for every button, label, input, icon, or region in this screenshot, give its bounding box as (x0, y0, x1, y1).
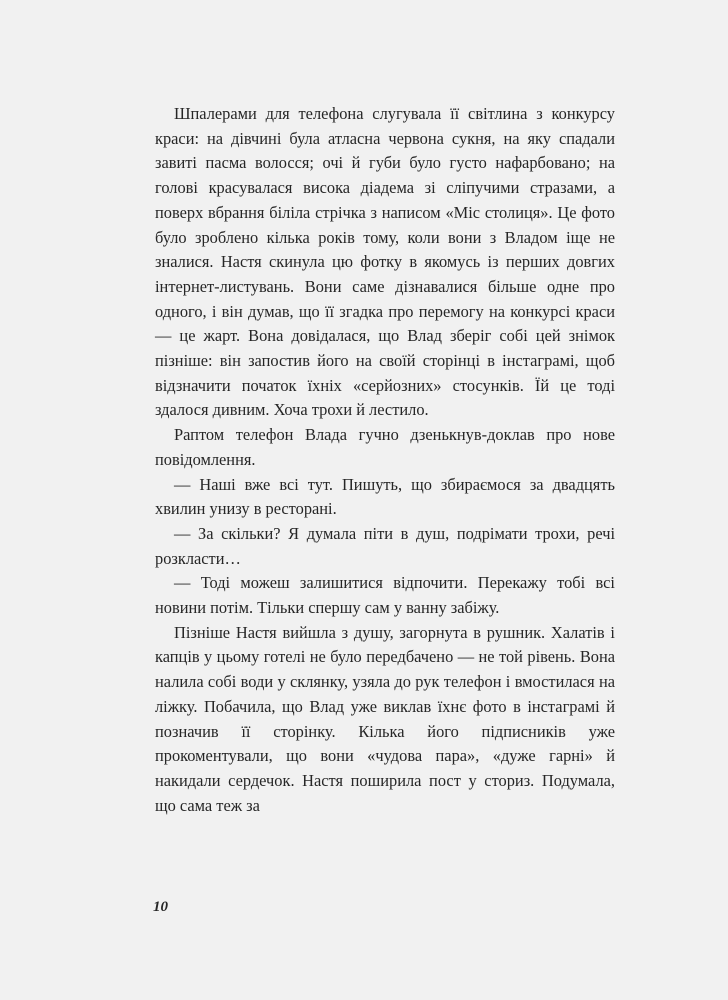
book-page-text (155, 102, 615, 818)
paragraph-6: Пізніше Настя вийшла з душу, загорнута в рушник. Халатів і капців у цьому готелі не було передбачено — не той рівень. Вона налила собі води у склянку, узяла до рук телефон і вмостилася на ліжку. Побачила, що Влад уже виклав їхнє фото в інстаграмі й позначив її сторінку. Кілька його підписників уже прокоментували, що вони «чудова пара», «дуже гарні» й накидали сердечок. Настя поширила пост у сториз. Подумала, що сама теж за (155, 622, 615, 815)
paragraph-3: — Наші вже всі тут. Пишуть, що збираємося за двадцять хвилин унизу в ресторані. (155, 474, 615, 519)
paragraph-4: — За скільки? Я думала піти в душ, подрімати трохи, речі розкласти… (155, 523, 615, 568)
page-number: 10 (153, 899, 168, 915)
paragraph-2: Раптом телефон Влада гучно дзенькнув-доклав про нове повідомлення. (155, 425, 615, 469)
paragraph-1: Шпалерами для телефона слугувала її світлина з конкурсу краси: на дівчині була атласна червона сукня, на яку спадали завиті пасма волосся; очі й губи було густо нафарбовано; на голові красувалася висока діадема зі сліпучими стразами, а поверх вбрання біліла стрічка з написом «Міс столиця». Це фото було зроблено кілька років тому, коли вони з Владом іще не зналися. Настя скинула цю фотку в якомусь із перших довгих інтернет-листувань. Вони саме дізнавалися більше одне про одного, і він думав, що її згадка про перемогу на конкурсі краси — це жарт. Вона довідалася, що Влад зберіг собі цей знімок пізніше: він запостив його на своїй сторінці в інстаграмі, щоб відзначити початок їхніх «серйозних» стосунків. Їй це тоді здалося дивним. Хоча трохи й лестило. (155, 104, 615, 420)
paragraph-5: — Тоді можеш залишитися відпочити. Перекажу тобі всі новини потім. Тільки спершу сам у ванну забіжу. (155, 573, 615, 618)
